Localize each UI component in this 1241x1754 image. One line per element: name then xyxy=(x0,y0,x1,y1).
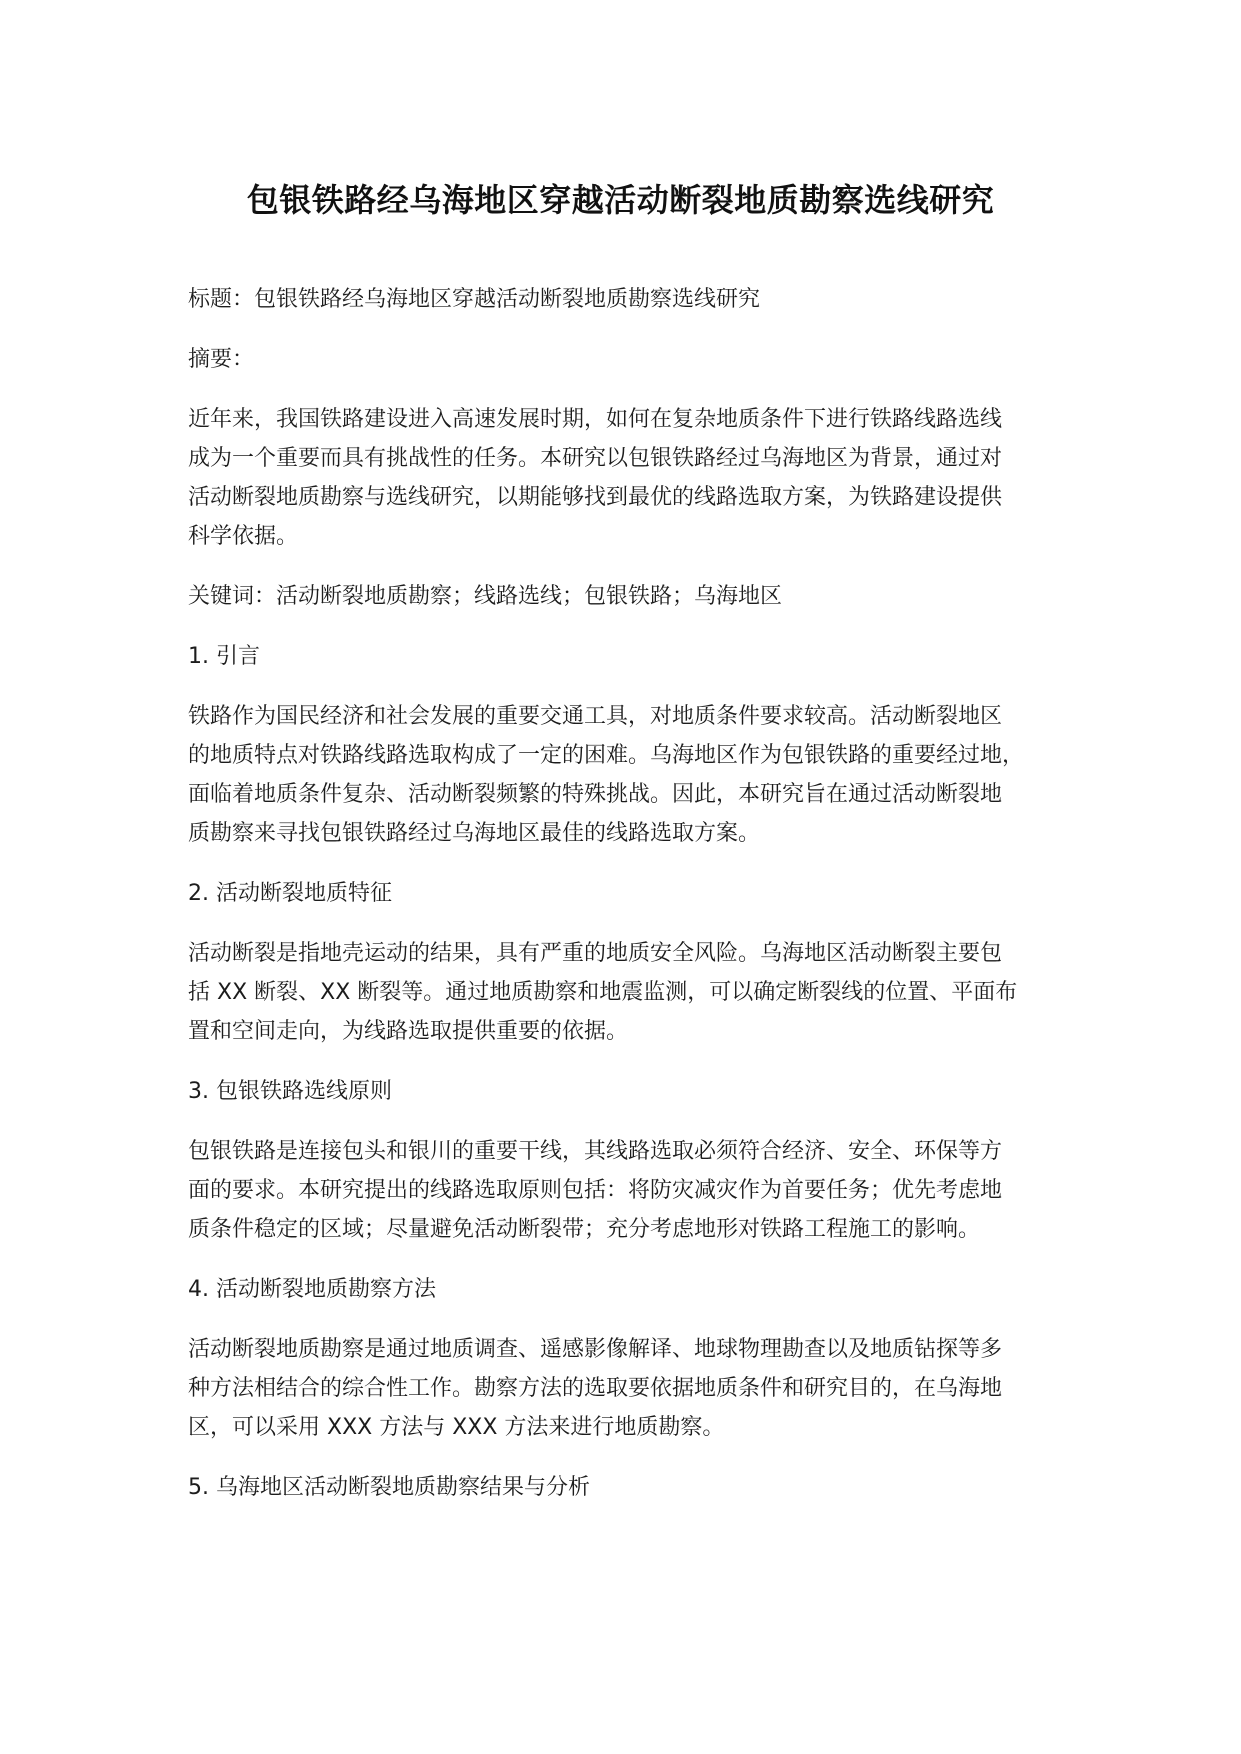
section-body-route-principles: 包银铁路是连接包头和银川的重要干线，其线路选取必须符合经济、安全、环保等方 面的要求。本研究提出的线路选取原则包括：将防灾减灾作为首要任务；优先考虑地 质条件稳定的区域；尽量避免活动断裂带；充分考虑地形对铁路工程施工的影响。 xyxy=(188,1139,1003,1242)
section-body-survey-methods: 活动断裂地质勘察是通过地质调查、遥感影像解译、地球物理勘查以及地质钻探等多 种方法相结合的综合性工作。勘察方法的选取要依据地质条件和研究目的，在乌海地 区，可以采用 XXX 方法与 XXX 方法来进行地质勘察。 xyxy=(188,1337,1003,1440)
keywords-line: 关键词：活动断裂地质勘察；线路选线；包银铁路；乌海地区 xyxy=(188,584,783,609)
section-heading-fault-features: 2. 活动断裂地质特征 xyxy=(188,881,392,906)
document-body xyxy=(188,280,1088,1528)
document-title: 包银铁路经乌海地区穿越活动断裂地质勘察选线研究 xyxy=(246,181,995,219)
section-heading-survey-results: 5. 乌海地区活动断裂地质勘察结果与分析 xyxy=(188,1475,590,1500)
abstract-paragraph: 近年来，我国铁路建设进入高速发展时期，如何在复杂地质条件下进行铁路线路选线 成为一个重要而具有挑战性的任务。本研究以包银铁路经过乌海地区为背景，通过对 活动断裂地质勘察与选线研究，以期能够找到最优的线路选取方案，为铁路建设提供 科学依据。 xyxy=(188,407,1003,549)
section-body-fault-features: 活动断裂是指地壳运动的结果，具有严重的地质安全风险。乌海地区活动断裂主要包 括 XX 断裂、XX 断裂等。通过地质勘察和地震监测，可以确定断裂线的位置、平面布 置和空间走向，为线路选取提供重要的依据。 xyxy=(188,941,1018,1044)
section-heading-introduction: 1. 引言 xyxy=(188,644,260,669)
section-body-introduction: 铁路作为国民经济和社会发展的重要交通工具，对地质条件要求较高。活动断裂地区 的地质特点对铁路线路选取构成了一定的困难。乌海地区作为包银铁路的重要经过地， 面临着地质条件复杂、活动断裂频繁的特殊挑战。因此，本研究旨在通过活动断裂地 质勘察来寻找包银铁路经过乌海地区最佳的线路选取方案。 xyxy=(188,704,1025,846)
section-heading-route-principles: 3. 包银铁路选线原则 xyxy=(188,1079,392,1104)
section-heading-survey-methods: 4. 活动断裂地质勘察方法 xyxy=(188,1277,436,1302)
abstract-label: 摘要： xyxy=(188,347,255,372)
title-line: 标题：包银铁路经乌海地区穿越活动断裂地质勘察选线研究 xyxy=(188,287,761,312)
